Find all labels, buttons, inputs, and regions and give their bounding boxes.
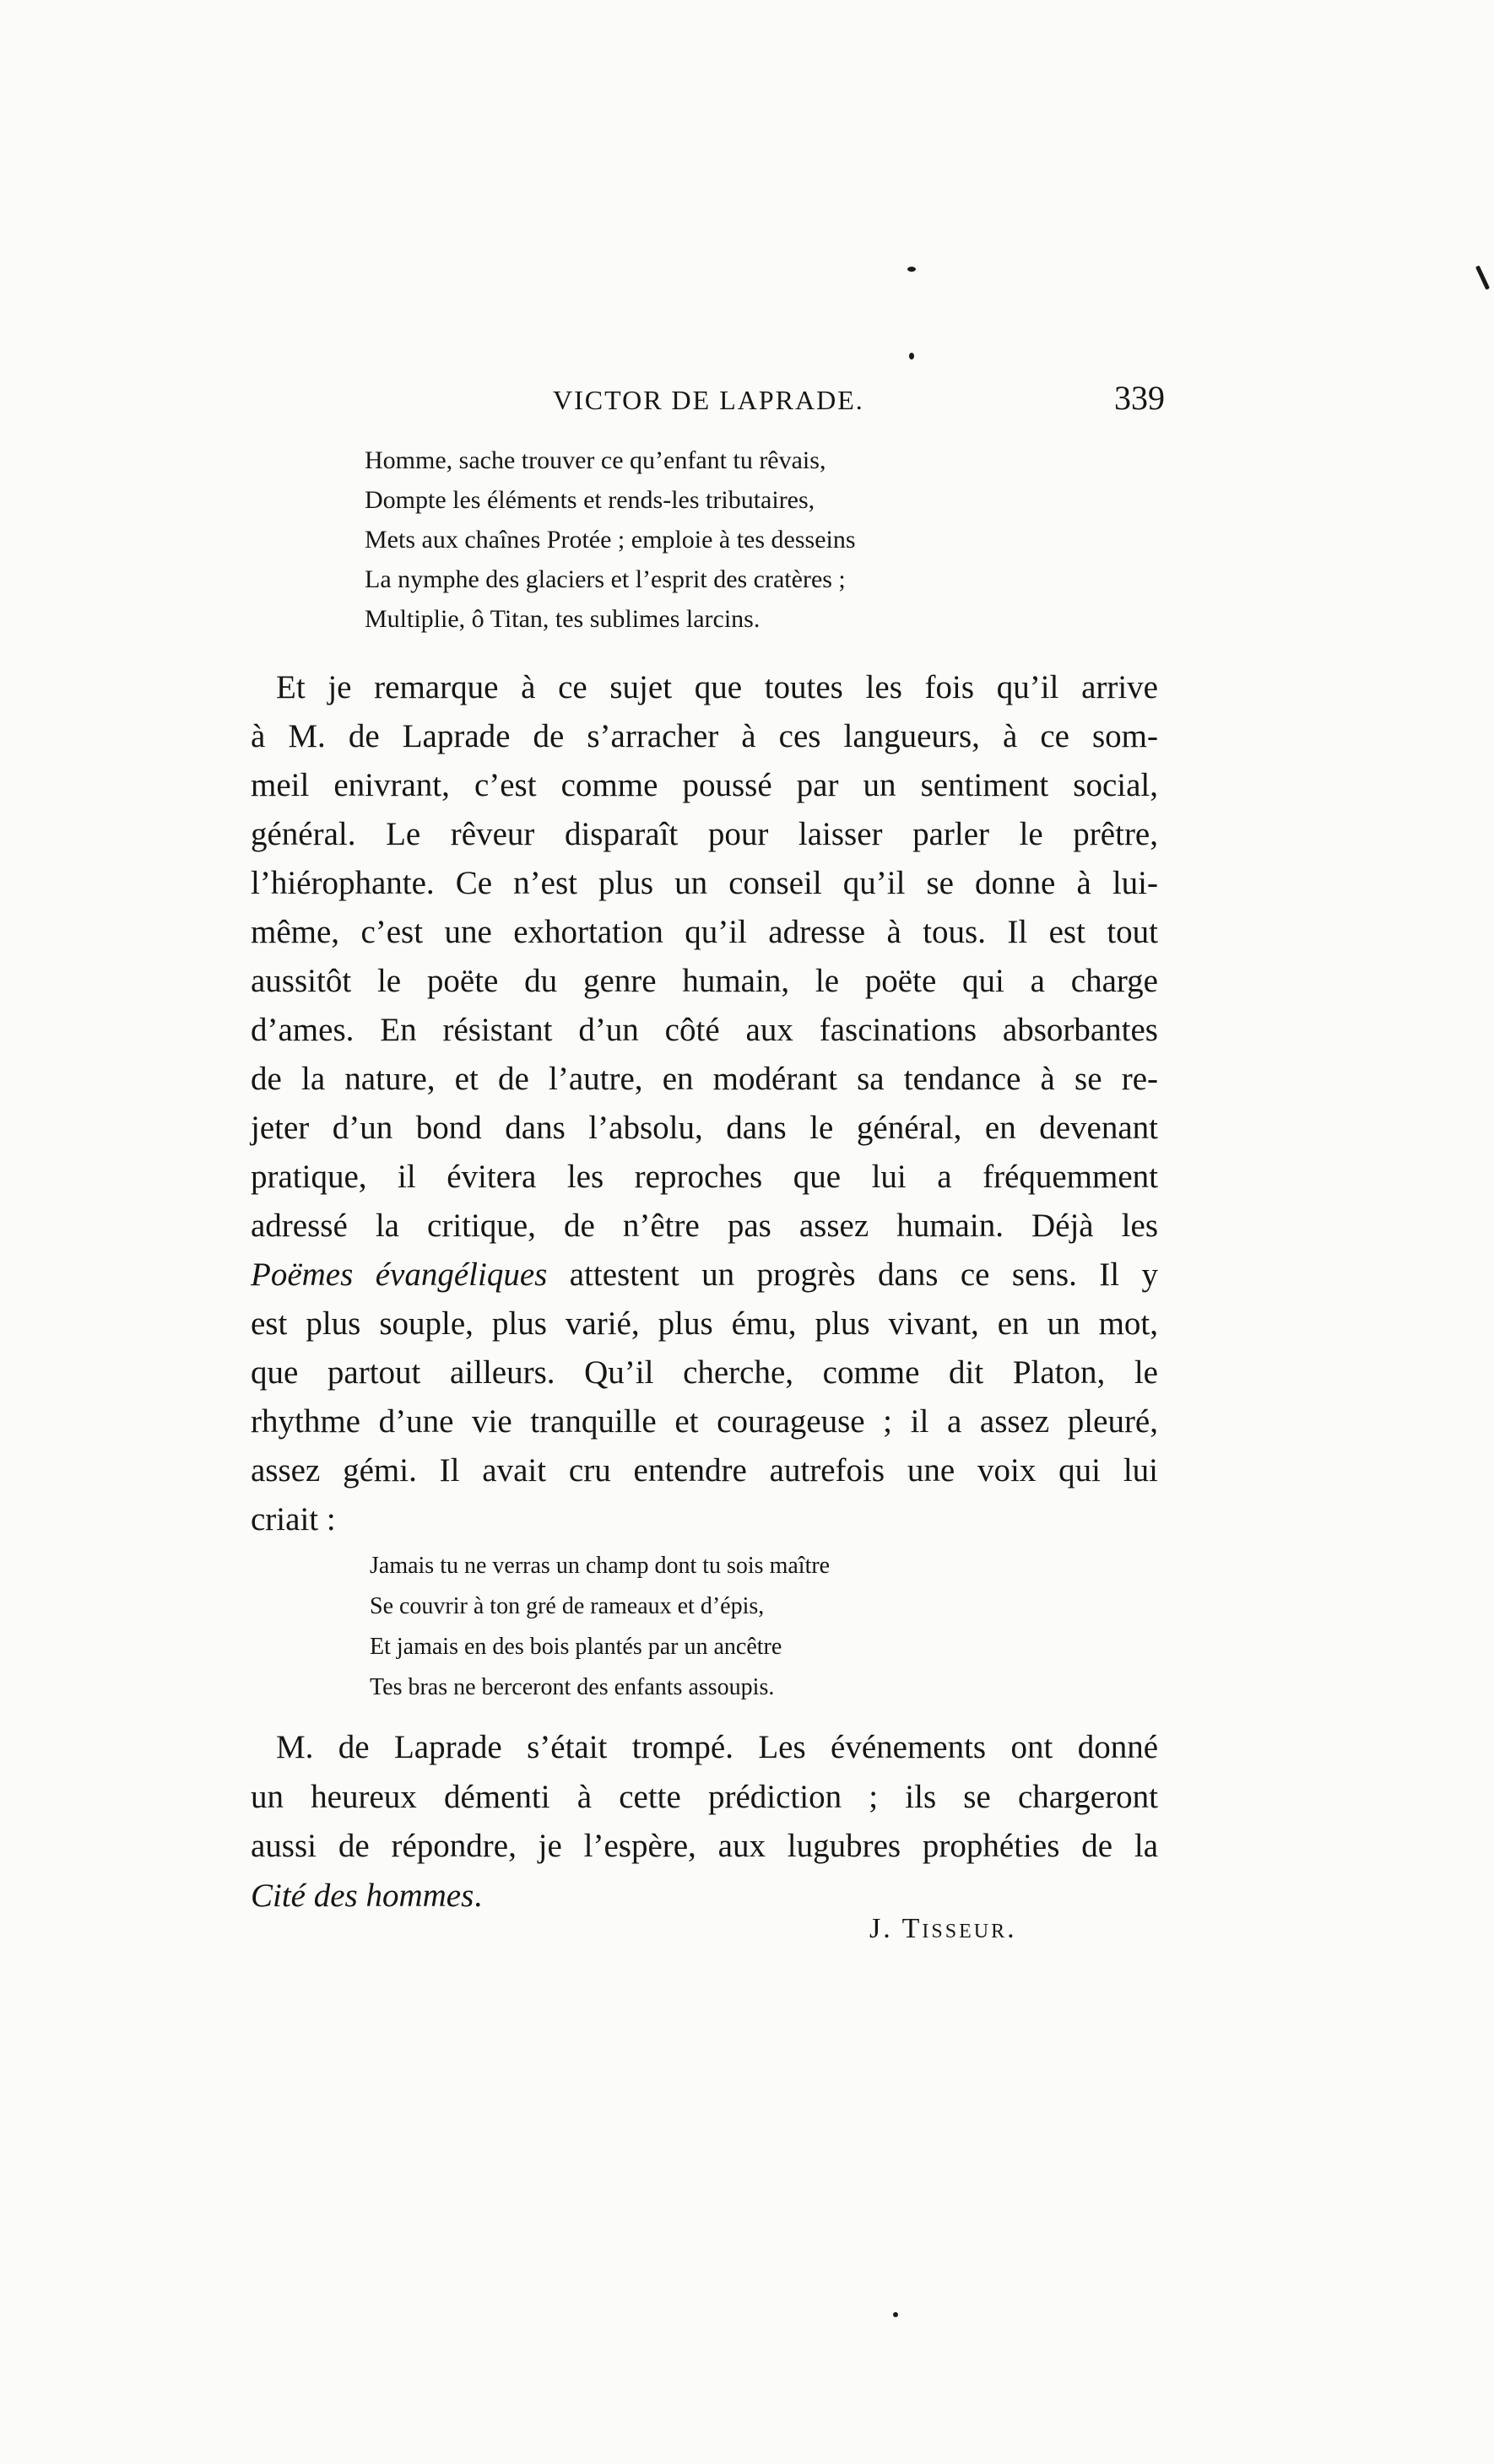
paragraph-line: Et je remarque à ce sujet que toutes les fois qu’il arrive [276, 669, 1158, 705]
verse-line: Dompte les éléments et rends-les tributaires, [365, 486, 815, 514]
verse-line: Multiplie, ô Titan, tes sublimes larcins. [365, 605, 761, 633]
paragraph-line: assez gémi. Il avait cru entendre autrefois une voix qui lui [251, 1452, 1158, 1489]
paragraph-line: adressé la critique, de n’être pas assez humain. Déjà les [251, 1208, 1158, 1244]
verse-line: Se couvrir à ton gré de rameaux et d’épis, [370, 1593, 765, 1619]
paragraph-2 [251, 1723, 1158, 1921]
paragraph-1 [251, 663, 1158, 1544]
line-rest: . [474, 1877, 483, 1914]
page-number: 339 [1114, 379, 1165, 417]
paragraph-line: jeter d’un bond dans l’absolu, dans le général, en devenant [251, 1110, 1158, 1146]
verse-line: Homme, sache trouver ce qu’enfant tu rêvais, [365, 446, 826, 474]
verse-line: Tes bras ne berceront des enfants assoupis. [370, 1674, 775, 1700]
paragraph-line: d’ames. En résistant d’un côté aux fascinations absorbantes [251, 1012, 1158, 1048]
verse-line: La nymphe des glaciers et l’esprit des cratères ; [365, 565, 846, 593]
verse-line: Jamais tu ne verras un champ dont tu sois maître [370, 1553, 831, 1579]
scan-speck [893, 2312, 898, 2317]
paragraph-line: à M. de Laprade de s’arracher à ces langueurs, à ce som- [251, 718, 1158, 754]
paragraph-line: de la nature, et de l’autre, en modérant sa tendance à se re- [251, 1061, 1158, 1097]
paragraph-line: est plus souple, plus varié, plus ému, plus vivant, en un mot, [251, 1305, 1158, 1342]
paragraph-line: que partout ailleurs. Qu’il cherche, comme dit Platon, le [251, 1354, 1158, 1391]
paragraph-line: général. Le rêveur disparaît pour laisser parler le prêtre, [251, 816, 1158, 852]
paragraph-line: M. de Laprade s’était trompé. Les événements ont donné [276, 1729, 1158, 1765]
scan-speck [907, 267, 916, 272]
paragraph-line: aussitôt le poëte du genre humain, le poëte qui a charge [251, 963, 1158, 999]
scan-speck [909, 353, 914, 359]
running-title: VICTOR DE LAPRADE. [553, 385, 864, 415]
author-signature: J. Tisseur. [869, 1913, 1017, 1944]
verse-line: Et jamais en des bois plantés par un ancêtre [370, 1634, 782, 1660]
paragraph-line: même, c’est une exhortation qu’il adresse à tous. Il est tout [251, 914, 1158, 950]
italic-title: Poëmes évangéliques [251, 1256, 548, 1293]
paragraph-line: meil enivrant, c’est comme poussé par un sentiment social, [251, 767, 1158, 803]
scan-speck [1475, 265, 1490, 289]
paragraph-line: criait : [251, 1501, 336, 1537]
verse-line: Mets aux chaînes Protée ; emploie à tes desseins [365, 526, 856, 554]
paragraph-line: l’hiérophante. Ce n’est plus un conseil qu’il se donne à lui- [251, 865, 1158, 901]
paragraph-line-mixed [251, 1251, 1158, 1300]
running-head [498, 378, 1165, 429]
verse-block-2 [370, 1546, 830, 1708]
italic-title: Cité des hommes [251, 1877, 474, 1914]
paragraph-line: pratique, il évitera les reproches que lui a fréquemment [251, 1159, 1158, 1195]
paragraph-line-mixed [251, 1872, 1158, 1921]
paragraph-line: un heureux démenti à cette prédiction ; ils se chargeront [251, 1778, 1158, 1815]
verse-block-1 [365, 440, 856, 639]
paragraph-line: aussi de répondre, je l’espère, aux lugubres prophéties de la [251, 1828, 1158, 1864]
paragraph-line: rhythme d’une vie tranquille et courageuse ; il a assez pleuré, [251, 1403, 1158, 1440]
line-rest: attestent un progrès dans ce sens. Il y [547, 1256, 1158, 1293]
